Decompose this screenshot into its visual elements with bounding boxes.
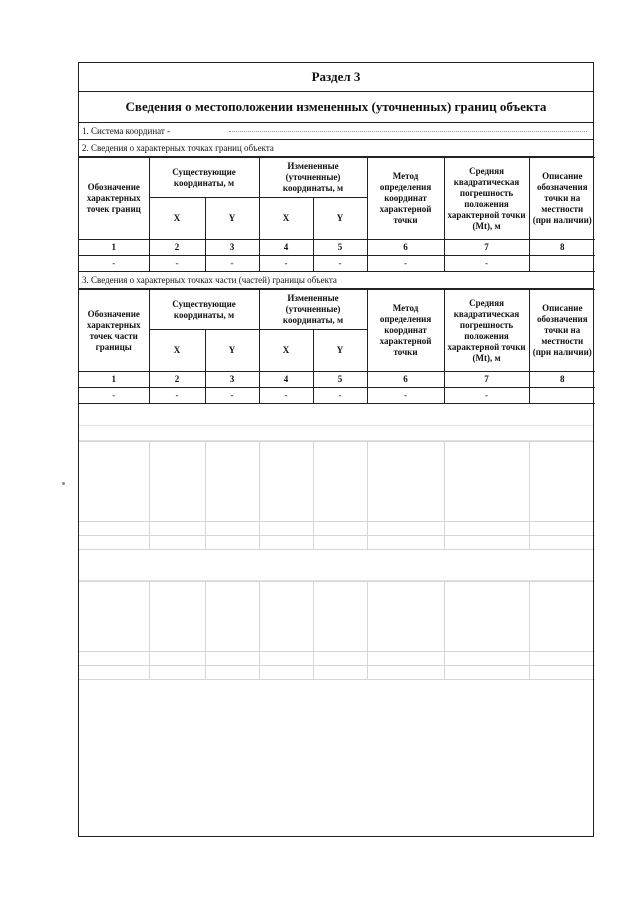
section-title: Раздел 3 — [79, 63, 593, 92]
cell: - — [205, 256, 259, 272]
col-number: 5 — [313, 372, 367, 388]
table-boundary-points — [79, 157, 595, 272]
cell: - — [367, 388, 444, 404]
header-y: Y — [205, 198, 259, 240]
header-point-designation: Обозначение характерных точек границ — [79, 158, 149, 240]
cell: - — [79, 256, 149, 272]
col-number: 4 — [259, 240, 313, 256]
header-description: Описание обозначения точки на местности (при наличии) — [529, 158, 595, 240]
col-number: 5 — [313, 240, 367, 256]
coordinate-system-line — [79, 123, 593, 140]
header-existing-coords: Существующие координаты, м — [149, 290, 259, 330]
bleed-through-mark — [229, 131, 587, 132]
header-point-designation: Обозначение характерных точек части границы — [79, 290, 149, 372]
header-method: Метод определения координат характерной точки — [367, 290, 444, 372]
header-method: Метод определения координат характерной точки — [367, 158, 444, 240]
col-number: 3 — [205, 372, 259, 388]
table-row — [79, 388, 595, 404]
bleed-through-ghost — [79, 411, 593, 831]
cell: - — [149, 256, 205, 272]
col-number: 2 — [149, 240, 205, 256]
table2-caption: 3. Сведения о характерных точках части (частей) границы объекта — [79, 272, 593, 289]
cell: - — [313, 256, 367, 272]
table1-caption: 2. Сведения о характерных точках границ объекта — [79, 140, 593, 157]
ghost-table — [79, 581, 595, 680]
coordinate-system-label: 1. Система координат - — [82, 126, 171, 136]
header-description: Описание обозначения точки на местности (при наличии) — [529, 290, 595, 372]
col-number: 1 — [79, 240, 149, 256]
document-frame — [78, 62, 594, 837]
ghost-table — [79, 441, 595, 550]
header-x: X — [149, 198, 205, 240]
header-changed-coords: Измененные (уточненные) координаты, м — [259, 290, 367, 330]
table-number-row — [79, 240, 595, 256]
col-number: 1 — [79, 372, 149, 388]
header-y: Y — [313, 198, 367, 240]
col-number: 6 — [367, 240, 444, 256]
col-number: 3 — [205, 240, 259, 256]
header-x: X — [259, 330, 313, 372]
cell: - — [259, 256, 313, 272]
header-error: Средняя квадратическая погрешность положения характерной точки (Mt), м — [444, 290, 529, 372]
cell: - — [444, 256, 529, 272]
header-error: Средняя квадратическая погрешность положения характерной точки (Mt), м — [444, 158, 529, 240]
cell: - — [259, 388, 313, 404]
col-number: 7 — [444, 372, 529, 388]
table-row — [79, 256, 595, 272]
header-x: X — [149, 330, 205, 372]
col-number: 2 — [149, 372, 205, 388]
col-number: 4 — [259, 372, 313, 388]
cell: - — [79, 388, 149, 404]
page-title: Сведения о местоположении измененных (уточненных) границ объекта — [79, 92, 593, 123]
table-part-boundary-points — [79, 289, 595, 404]
cell — [529, 256, 595, 272]
header-y: Y — [313, 330, 367, 372]
col-number: 8 — [529, 372, 595, 388]
cell: - — [313, 388, 367, 404]
header-changed-coords: Измененные (уточненные) координаты, м — [259, 158, 367, 198]
header-y: Y — [205, 330, 259, 372]
ghost-line — [79, 566, 593, 581]
ghost-line — [79, 426, 593, 441]
cell: - — [367, 256, 444, 272]
cell: - — [205, 388, 259, 404]
cell — [529, 388, 595, 404]
ghost-line — [79, 411, 593, 426]
header-x: X — [259, 198, 313, 240]
cell: - — [444, 388, 529, 404]
table-number-row — [79, 372, 595, 388]
cell: - — [149, 388, 205, 404]
col-number: 7 — [444, 240, 529, 256]
col-number: 8 — [529, 240, 595, 256]
col-number: 6 — [367, 372, 444, 388]
header-existing-coords: Существующие координаты, м — [149, 158, 259, 198]
